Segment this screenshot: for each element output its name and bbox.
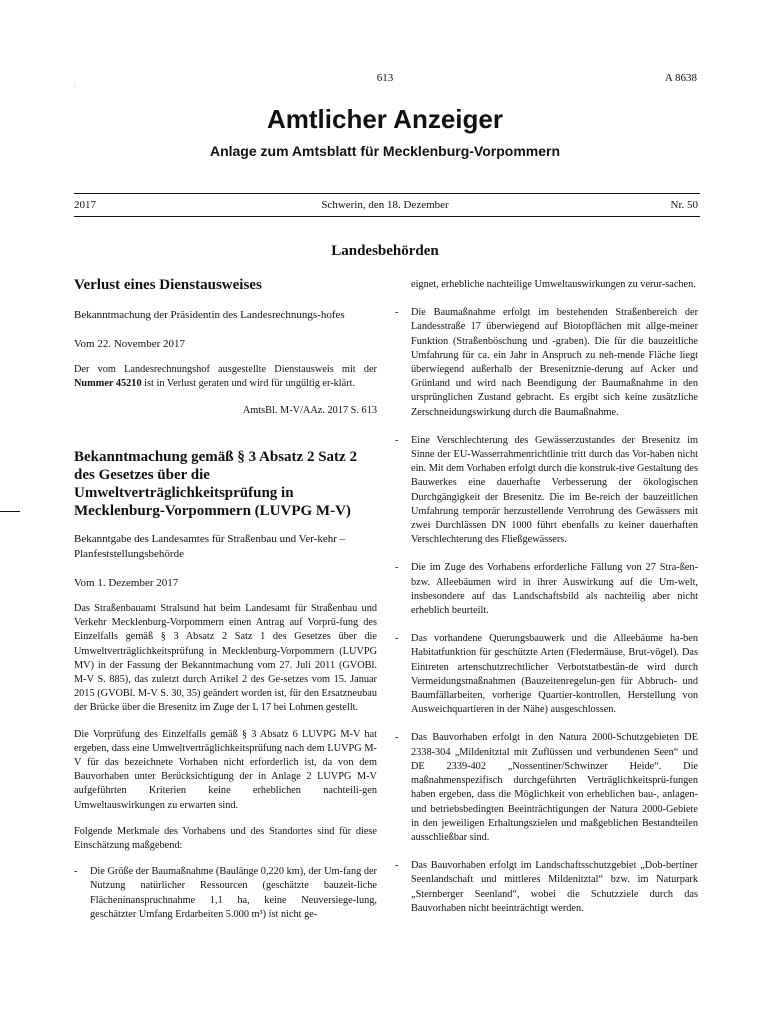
list-item-text: Die Baumaßnahme erfolgt im bestehenden Straßenbereich der Landesstraße 17 überwiegend auf Biotopflächen mit allge-meiner Funktion (Straßenböschung und -graben). Die für die bauzeitliche Umfahrung für ca. ein Jahr in Anspruch zu neh-mende Fläche liegt überwiegend außerhalb der Bresenitznie-derung auf Acker und Grünland und wird nach Beendigung der Baumaßnahme in den ursprünglichen Zustand gebracht. Es ergibt sich keine zusätzliche Zerschneidungswirkung durch die Baumaßnahme. (411, 307, 698, 418)
publication-title: Amtlicher Anzeiger (267, 104, 503, 134)
page-number: 613 (376, 72, 394, 84)
article1-body-text-a: Der vom Landesrechnungshof ausgestellte Dienstausweis mit der (74, 364, 377, 376)
header-rule-top (74, 193, 700, 194)
article2-paragraph-1: Das Straßenbauamt Stralsund hat beim Landesamt für Straßenbau und Verkehr Mecklenburg-Vorpommern einen Antrag auf Vorprü-fung des Einzelfalls gemäß § 3 Absatz 2 Satz 1 des Gesetzes über die Umweltverträglichkeitsprüfung in Mecklenburg-Vorpommern (LUVPG MV) in der Fassung der Bekanntmachung vom 27. Juli 2011 (GVOBl. M-V S. 885), das zuletzt durch Artikel 2 des Ge-setzes vom 15. Januar 2015 (GVOBl. M-V S. 30, 35) geändert worden ist, für den Ersatzneubau der Brücke über die Bresenitz im Zuge der L 17 bei Lohmen gestellt. (74, 603, 377, 714)
article1-body-text-b: ist in Verlust geraten und wird für ungültig er-klärt. (141, 378, 356, 390)
list-item-text: Das vorhandene Querungsbauwerk und die Alleebäume ha-ben Habitatfunktion für geschützte Arten (Fledermäuse, Brut-vögel). Das Eintreten artenschutzrechtlicher Verbotstatbestän-de wird durch Vermeidungsmaßnahmen (Bauzeitenregelun-gen für Abbruch- und Baumfällarbeiten, vorherige Quartier-kontrollen, Herstellung von Ausweichquartieren in der Nähe) ausgeschlossen. (411, 633, 698, 716)
list-dash: - (395, 434, 399, 446)
article2-paragraph-2: Die Vorprüfung des Einzelfalls gemäß § 3 Absatz 6 LUVPG M-V hat ergeben, dass eine Umweltverträglichkeitsprüfung nach dem LUVPG M-V für das bezeichnete Vorhaben nicht erforderlich ist, da von dem Bauvorhaben unter Berücksichtigung der in Anlage 2 LUVPG M-V aufgeführten Kriterien keine erheblichen nachteili-gen Umweltauswirkungen zu erwarten sind. (74, 728, 377, 811)
list-item-text: Das Bauvorhaben erfolgt in den Natura 2000-Schutzgebieten DE 2338-304 „Mildenitztal mit Zuflüssen und verbundenen Seen“ und DE 2339-402 „Nossentiner/Schwinzer Heide“. Die maßnahmenspezifisch durchgeführten Verträglichkeitsprü-fungen haben ergeben, dass die Möglichkeit von erheblichen bau-, anlagen- und betriebsbedingten Beeinträchtigungen der Natura 2000-Gebiete in den jeweiligen Erhaltungszielen und maßgeblichen Bestandteilen ausschließbar sind. (411, 732, 698, 843)
list-item-text: Die Größe der Baumaßnahme (Baulänge 0,220 km), der Um-fang der Nutzung natürlicher Ressourcen (geschätzte bauzeit-liche Flächeninanspruchnahme 1,1 ha, keine Neuversiege-lung, geschätzter Umfang Erdarbeiten 5.000 m³) ist nicht ge- (90, 866, 377, 920)
list-dash: - (74, 866, 78, 878)
header-rule-bottom (74, 216, 700, 217)
list-dash: - (395, 732, 399, 744)
place-date: Schwerin, den 18. Dezember (321, 199, 449, 211)
list-dash: - (395, 562, 399, 574)
article2-heading: Bekanntmachung gemäß § 3 Absatz 2 Satz 2 des Gesetzes über die Umweltverträglichkeitsprüfung in Mecklenburg-Vorpommern (LUVPG M-V) (74, 448, 357, 519)
article2-paragraph-3: Folgende Merkmale des Vorhabens und des Standortes sind für diese Einschätzung maßgebend: (74, 825, 377, 852)
article2-issuer: Bekanntgabe des Landesamtes für Straßenbau und Ver-kehr – Planfeststellungsbehörde (74, 532, 346, 560)
issue-number: Nr. 50 (670, 199, 698, 211)
list-item-text: Das Bauvorhaben erfolgt im Landschaftsschutzgebiet „Dob-bertiner Seenlandschaft und mittleres Mildenitztal“ bzw. im Naturpark „Sternberger Seenland“, wobei die Schutzziele durch das Bauvorhaben nicht beeinträchtigt werden. (411, 860, 698, 914)
list-item (395, 434, 698, 548)
list-item-text: Eine Verschlechterung des Gewässerzustandes der Bresenitz im Sinne der EU-Wasserrahmenrichtlinie tritt durch das Vor-haben nicht ein. Mit dem Vorhaben erfolgt durch die konstruk-tive Gestaltung des Bauwerkes eine dauerhafte Verbesserung der ökologischen Durchgängigkeit der Bresenitz. Die im Be-reich der bauzeitlichen Umfahrung temporär herzustellende Verrohrung des Gewässers mit zwei Durchlässen DN 1000 führt ebenfalls zu keiner dauerhaften Verschlechterung des Fließgewässers. (411, 434, 698, 546)
list-item-continuation: eignet, erhebliche nachteilige Umweltauswirkungen zu verur-sachen. (411, 279, 696, 290)
article2-date: Vom 1. Dezember 2017 (74, 576, 179, 589)
scan-speck (74, 86, 75, 87)
list-item (395, 561, 698, 618)
article1-body (74, 363, 377, 391)
list-dash: - (395, 860, 399, 872)
list-item (395, 859, 698, 916)
issue-year: 2017 (74, 199, 96, 211)
right-column (395, 278, 698, 930)
article1-source: AmtsBl. M-V/AAz. 2017 S. 613 (242, 404, 377, 416)
article1-issuer: Bekanntmachung der Präsidentin des Landesrechnungs-hofes (74, 309, 345, 321)
publication-subtitle: Anlage zum Amtsblatt für Mecklenburg-Vorpommern (209, 143, 561, 159)
section-title: Landesbehörden (331, 243, 439, 259)
document-id: A 8638 (664, 72, 697, 84)
list-item (395, 306, 698, 420)
list-item (395, 632, 698, 717)
list-dash: - (395, 633, 399, 645)
list-item-text: Die im Zuge des Vorhabens erforderliche Fällung von 27 Stra-ßen- bzw. Alleebäumen wird in ihrer Auswirkung auf die Um-welt, insbesondere auf das Landschaftsbild als nachteilig aber nicht erheblich beurteilt. (411, 562, 698, 617)
article1-heading: Verlust eines Dienstausweises (74, 277, 262, 293)
left-column (74, 276, 377, 936)
list-item (395, 731, 698, 845)
article1-date: Vom 22. November 2017 (74, 338, 186, 350)
list-item (74, 865, 377, 922)
margin-mark (0, 511, 20, 512)
list-dash: - (395, 307, 399, 319)
article1-id-number: Nummer 45210 (74, 378, 142, 390)
